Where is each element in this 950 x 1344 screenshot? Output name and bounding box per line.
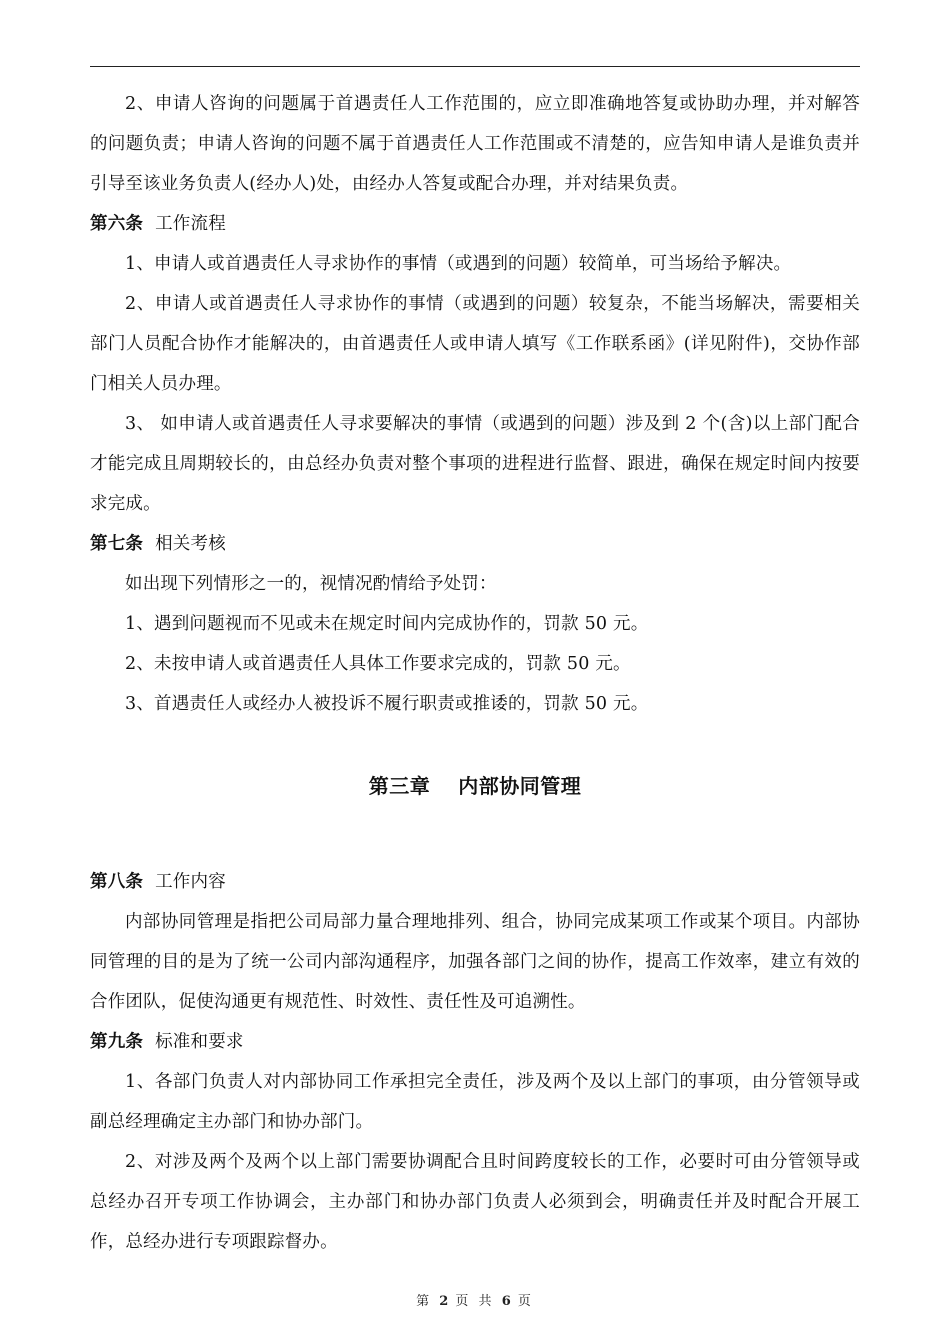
page-footer (0, 1290, 950, 1309)
chapter-number: 第三章 (368, 774, 431, 798)
paragraph: 2、申请人或首遇责任人寻求协作的事情（或遇到的问题）较复杂，不能当场解决，需要相关部门人员配合协作才能解决的，由首遇责任人或申请人填写《工作联系函》(详见附件)，交协作部门相关人员办理。 (90, 294, 860, 394)
paragraph: 1、各部门负责人对内部协同工作承担完全责任，涉及两个及以上部门的事项，由分管领导或副总经理确定主办部门和协办部门。 (90, 1072, 860, 1132)
article-title: 工作内容 (155, 872, 226, 892)
article-8-heading (90, 862, 860, 902)
footer-middle: 页 共 (455, 1294, 495, 1309)
footer-page-number: 2 (439, 1294, 449, 1309)
article-9-heading (90, 1022, 860, 1062)
article-7-heading (90, 524, 860, 564)
article-title: 标准和要求 (155, 1032, 244, 1052)
article-label: 第九条 (90, 1032, 144, 1052)
article-label: 第七条 (90, 534, 144, 554)
paragraph: 1、遇到问题视而不见或未在规定时间内完成协作的，罚款 50 元。 (125, 614, 649, 634)
article-6-heading (90, 204, 860, 244)
paragraph: 如出现下列情形之一的，视情况酌情给予处罚： (125, 574, 497, 594)
paragraph: 3、 如申请人或首遇责任人寻求要解决的事情（或遇到的问题）涉及到 2 个(含)以上部门配合才能完成且周期较长的，由总经办负责对整个事项的进程进行监督、跟进，确保在规定时间内按要求完成。 (90, 414, 860, 514)
page-content (90, 84, 860, 1262)
paragraph: 内部协同管理是指把公司局部力量合理地排列、组合，协同完成某项工作或某个项目。内部协同管理的目的是为了统一公司内部沟通程序，加强各部门之间的协作，提高工作效率，建立有效的合作团队，促使沟通更有规范性、时效性、责任性及可追溯性。 (90, 912, 860, 1012)
paragraph: 2、对涉及两个及两个以上部门需要协调配合且时间跨度较长的工作，必要时可由分管领导或总经办召开专项工作协调会，主办部门和协办部门负责人必须到会，明确责任并及时配合开展工作，总经办进行专项跟踪督办。 (90, 1152, 860, 1252)
paragraph: 2、未按申请人或首遇责任人具体工作要求完成的，罚款 50 元。 (125, 654, 631, 674)
chapter-title: 内部协同管理 (458, 774, 582, 798)
footer-suffix: 页 (517, 1294, 534, 1309)
paragraph: 2、申请人咨询的问题属于首遇责任人工作范围的，应立即准确地答复或协助办理，并对解答的问题负责；申请人咨询的问题不属于首遇责任人工作范围或不清楚的，应告知申请人是谁负责并引导至该业务负责人(经办人)处，由经办人答复或配合办理，并对结果负责。 (90, 94, 860, 194)
footer-prefix: 第 (416, 1294, 433, 1309)
paragraph: 3、首遇责任人或经办人被投诉不履行职责或推诿的，罚款 50 元。 (125, 694, 649, 714)
article-label: 第八条 (90, 872, 144, 892)
paragraph: 1、申请人或首遇责任人寻求协作的事情（或遇到的问题）较简单，可当场给予解决。 (125, 254, 792, 274)
article-title: 相关考核 (155, 534, 226, 554)
header-rule (90, 66, 860, 67)
article-title: 工作流程 (155, 214, 226, 234)
footer-total-pages: 6 (501, 1294, 511, 1309)
chapter-heading (90, 724, 860, 862)
article-label: 第六条 (90, 214, 144, 234)
